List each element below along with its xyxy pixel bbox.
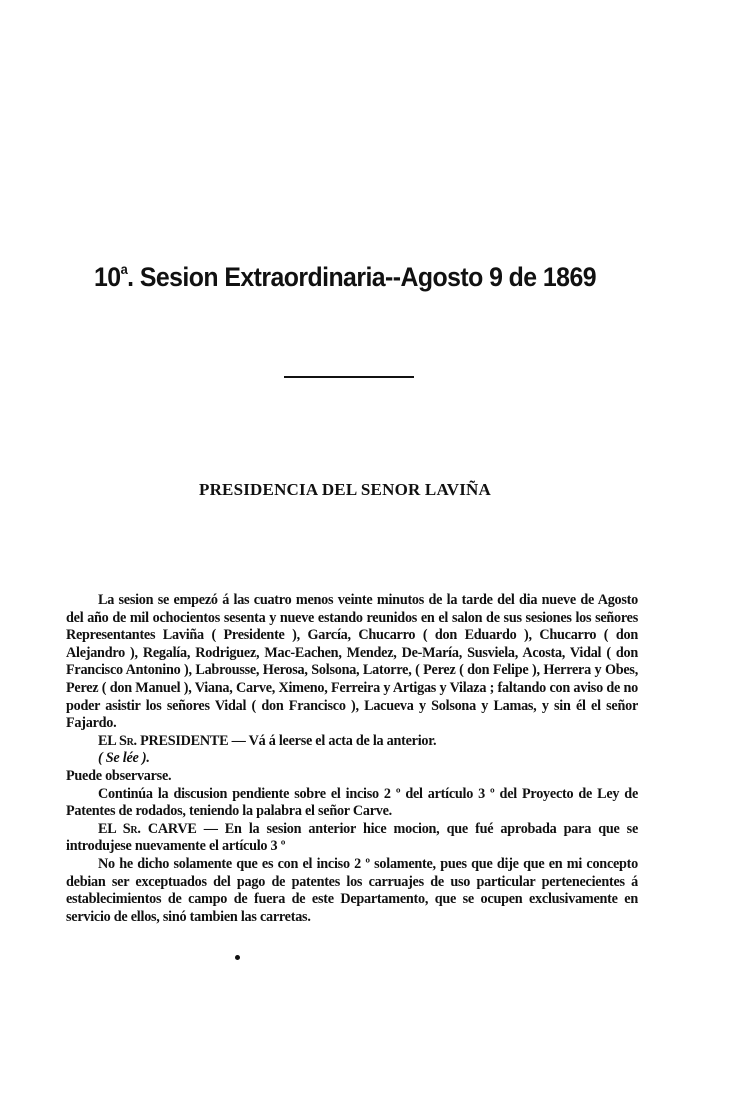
president-text: — Vá á leerse el acta de la anterior. [228, 732, 437, 749]
presidency-heading: PRESIDENCIA DEL SENOR LAVIÑA [198, 480, 491, 499]
read-note: ( Se lée ). [98, 750, 150, 767]
speaker-carve: EL Sr. CARVE [98, 820, 197, 837]
paragraph-observe: Puede observarse. [66, 767, 172, 784]
paragraph-read-note [66, 750, 638, 768]
session-title [83, 262, 607, 293]
paragraph-attendance: La sesion se empezó á las cuatro menos veinte minutos de la tarde del dia nueve de Agosto del año de mil ochocientos sesenta y nueve estando reunidos en el salon de sus sesiones los señores Representantes Laviña ( Presidente ), García, Chucarro ( don Eduardo ), Chucarro ( don Alejandro ), Regalía, Rodriguez, Mac-Eachen, Mendez, De-María, Susviela, Acosta, Vidal ( don Francisco Antonino ), Labrousse, Herosa, Solsona, Latorre, ( Perez ( don Felipe ), Herrera y Obes, Perez ( don Manuel ), Viana, Carve, Ximeno, Ferreira y Artigas y Vilaza ; faltando con aviso de no poder asistir los señores Vidal ( don Francisco ), Lacueva y Solsona y Lamas, y sin él el señor Fajardo. [66, 592, 638, 732]
ink-mark [235, 955, 240, 960]
carve-text: — En la sesion anterior hice mocion, que fué aprobada para que se introdujese nuevamente el artículo 3 º [66, 820, 638, 855]
paragraph-carve [66, 821, 638, 856]
paragraph-carve-continued: No he dicho solamente que es con el inciso 2 º solamente, pues que dije que en mi concepto debian ser exceptuados del pago de patentes los carruajes de uso particular pertenecientes á establecimientos de campo de fuera de este Departamento, que se ocupen exclusivamente en servicio de ellos, sinó tambien las carretas. [66, 855, 638, 925]
title-divider [284, 376, 414, 378]
title-number: 10 [94, 262, 121, 292]
title-text: . Sesion Extraordinaria--Agosto 9 de 1869 [127, 262, 596, 292]
paragraph-president [66, 733, 638, 751]
session-body [66, 592, 638, 926]
title-superscript: a [120, 261, 128, 277]
speaker-president: EL Sr. PRESIDENTE [98, 732, 229, 749]
paragraph-discussion: Continúa la discusion pendiente sobre el inciso 2 º del artículo 3 º del Proyecto de Ley de Patentes de rodados, teniendo la palabra el señor Carve. [66, 785, 638, 820]
